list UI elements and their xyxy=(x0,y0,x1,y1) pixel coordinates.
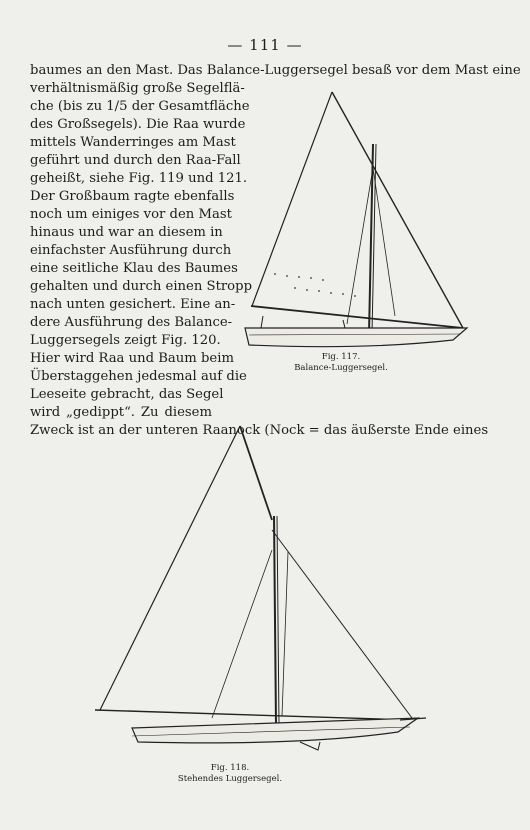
text-line-21: Zweck ist an der unteren Raanock (Nock = das äußerste Ende eines xyxy=(30,423,489,438)
text-line-17: Hier wird Raa und Baum beim xyxy=(30,351,234,366)
page-number: — 111 — xyxy=(227,36,303,54)
figure-118-title: Stehendes Luggersegel. xyxy=(177,774,283,784)
text-line-12: eine seitliche Klau des Baumes xyxy=(30,261,238,276)
text-line-13: gehalten und durch einen Stropp xyxy=(30,279,253,294)
text-line-10: hinaus und war an diesem in xyxy=(30,225,223,240)
text-line-15: dere Ausführung des Balance- xyxy=(30,315,233,330)
text-line-5: mittels Wanderringes am Mast xyxy=(30,135,236,150)
text-line-7: geheißt, siehe Fig. 119 und 121. xyxy=(30,171,248,186)
figure-117-caption xyxy=(286,352,396,374)
figure-117-title: Balance-Luggersegel. xyxy=(294,363,388,373)
text-line-1: baumes an den Mast. Das Balance-Luggersegel besaß vor dem Mast eine xyxy=(30,63,521,78)
figure-118-caption xyxy=(165,763,295,785)
text-line-9: noch um einiges vor den Mast xyxy=(30,207,232,222)
text-line-20: wird „gedippt“. Zu diesem xyxy=(30,405,212,420)
text-line-8: Der Großbaum ragte ebenfalls xyxy=(30,189,235,204)
text-line-11: einfachster Ausführung durch xyxy=(30,243,232,258)
figure-118-number: Fig. 118. xyxy=(210,763,250,773)
text-line-19: Leeseite gebracht, das Segel xyxy=(30,387,224,402)
text-line-18: Überstaggehen jedesmal auf die xyxy=(30,369,247,384)
text-line-2: verhältnismäßig große Segelflä- xyxy=(30,81,245,96)
text-line-3: che (bis zu 1/5 der Gesamtfläche xyxy=(30,99,250,114)
text-line-14: nach unten gesichert. Eine an- xyxy=(30,297,236,312)
text-line-4: des Großsegels). Die Raa wurde xyxy=(30,117,246,132)
figure-118-standing-lug-sail-drawing xyxy=(60,420,430,760)
figure-117-balance-lug-sail-drawing xyxy=(235,88,475,353)
text-line-16: Luggersegels zeigt Fig. 120. xyxy=(30,333,221,348)
text-line-6: geführt und durch den Raa-Fall xyxy=(30,153,241,168)
figure-117-number: Fig. 117. xyxy=(321,352,361,362)
